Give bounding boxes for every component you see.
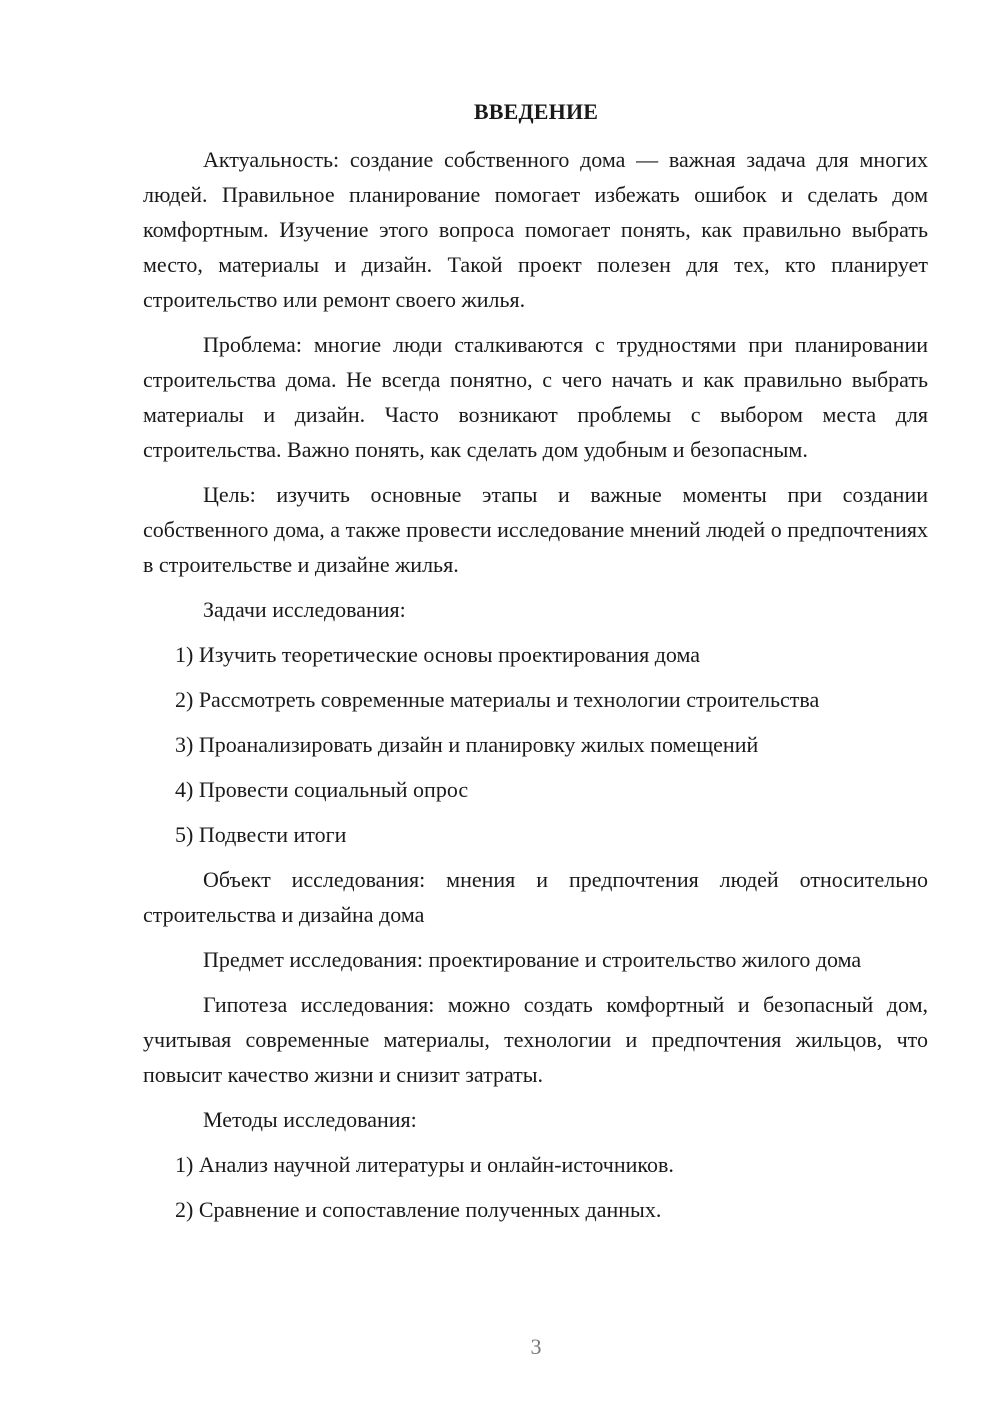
list-item: 2) Сравнение и сопоставление полученных данных. (175, 1197, 662, 1222)
list-item: 5) Подвести итоги (175, 822, 347, 847)
tasks-list (143, 637, 928, 852)
subject-paragraph: Предмет исследования: проектирование и строительство жилого дома (203, 947, 862, 972)
problem-paragraph: Проблема: многие люди сталкиваются с трудностями при планировании строительства дома. Не всегда понятно, с чего начать и как правильно выбрать материалы и дизайн. Часто возникают проблемы с выбором места для строительства. Важно понять, как сделать дом удобным и безопасным. (143, 332, 928, 462)
relevance-paragraph: Актуальность: создание собственного дома — важная задача для многих людей. Правильное планирование помогает избежать ошибок и сделать дом комфортным. Изучение этого вопроса помогает понять, как правильно выбрать место, материалы и дизайн. Такой проект полезен для тех, кто планирует строительство или ремонт своего жилья. (143, 147, 928, 312)
methods-list (143, 1147, 928, 1227)
page-number: 3 (530, 1334, 542, 1359)
list-item: 1) Анализ научной литературы и онлайн-источников. (175, 1152, 674, 1177)
goal-paragraph: Цель: изучить основные этапы и важные моменты при создании собственного дома, а также провести исследование мнений людей о предпочтениях в строительстве и дизайне жилья. (143, 482, 928, 577)
page-title: ВВЕДЕНИЕ (473, 99, 599, 124)
list-item: 1) Изучить теоретические основы проектирования дома (175, 642, 701, 667)
document-body (143, 142, 928, 1227)
list-item: 4) Провести социальный опрос (175, 777, 469, 802)
object-paragraph: Объект исследования: мнения и предпочтения людей относительно строительства и дизайна дома (143, 867, 928, 927)
list-item: 3) Проанализировать дизайн и планировку жилых помещений (175, 732, 759, 757)
methods-label: Методы исследования: (203, 1107, 417, 1132)
list-item: 2) Рассмотреть современные материалы и технологии строительства (175, 687, 820, 712)
hypothesis-paragraph: Гипотеза исследования: можно создать комфортный и безопасный дом, учитывая современные материалы, технологии и предпочтения жильцов, что повысит качество жизни и снизит затраты. (143, 992, 928, 1087)
tasks-label: Задачи исследования: (203, 597, 406, 622)
